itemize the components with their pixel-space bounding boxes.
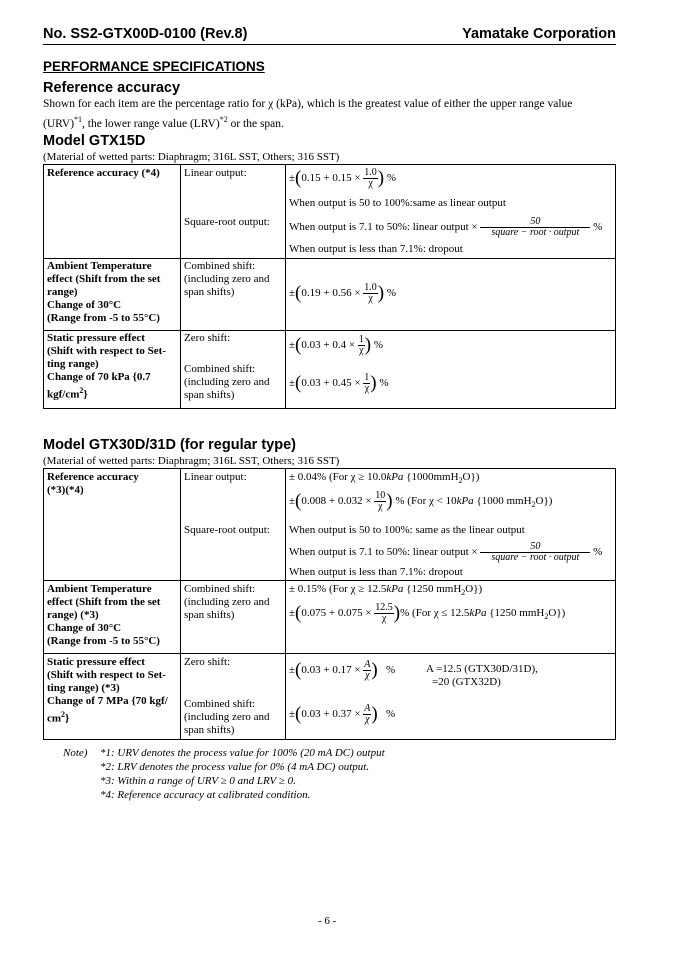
ambient-combined-label: Combined shift: (including zero and span shifts) — [184, 260, 270, 298]
gtx30d-spec-table — [43, 468, 616, 740]
ambient-spec-1: ± 0.15% (For χ ≥ 12.5kPa {1250 mmH$_2$O}) — [289, 583, 483, 598]
reference-description-line1: Shown for each item are the percentage ratio for χ (kPa), which is the greatest value of either the upper range value — [43, 98, 573, 110]
table-row — [44, 654, 616, 740]
page-number: - 6 - — [318, 915, 337, 927]
section-title: PERFORMANCE SPECIFICATIONS — [43, 59, 265, 74]
linear-spec-2: ±(0.008 + 0.032 × $\frac{10}{\chi}$ ) % (For χ < 10kPa {1000 mmH$_2$O}) — [289, 490, 553, 512]
combined-shift-label: Combined shift: (including zero and span shifts) — [184, 698, 270, 736]
zero-shift-formula: ±(0.03 + 0.17 × $\frac{A}{\chi}$ ) % — [289, 659, 396, 681]
zero-shift-formula: ±(0.03 + 0.4 × $\frac{1}{\chi}$ ) % — [289, 334, 384, 356]
notes-list — [100, 746, 385, 802]
sqrt-output-label: Square-root output: — [184, 524, 270, 536]
gtx30d-title: Model GTX30D/31D (for regular type) — [43, 437, 296, 453]
note-item: *4: Reference accuracy at calibrated condition. — [100, 789, 311, 801]
gtx30d-material: (Material of wetted parts: Diaphragm; 316L SST, Others; 316 SST) — [43, 455, 340, 467]
ref-accuracy-label: Reference accuracy (*3)(*4) — [47, 471, 139, 496]
sqrt-note-2: When output is 7.1 to 50%: linear output × $\frac{50}{\text{square − root · output}}$ % — [289, 541, 603, 563]
reference-description-line2: (URV)$^{*1}$, the lower range value (LRV)$^{*2}$ or the span. — [43, 115, 284, 130]
reference-accuracy-heading: Reference accuracy — [43, 80, 181, 96]
page-header — [43, 26, 616, 45]
sqrt-note-3: When output is less than 7.1%: dropout — [289, 566, 463, 578]
zero-shift-label: Zero shift: — [184, 656, 231, 668]
linear-formula: ±(0.15 + 0.15 × $\frac{1.0}{\chi}$ ) % — [289, 167, 397, 189]
table-row — [44, 331, 616, 409]
table-row — [44, 469, 616, 581]
linear-output-label: Linear output: — [184, 471, 247, 483]
sqrt-note-1: When output is 50 to 100%:same as linear output — [289, 197, 506, 209]
note-item: *1: URV denotes the process value for 100% (20 mA DC) output — [100, 747, 385, 759]
sqrt-note-3: When output is less than 7.1%: dropout — [289, 243, 463, 255]
gtx15d-material: (Material of wetted parts: Diaphragm; 316L SST, Others; 316 SST) — [43, 151, 340, 163]
document-number: No. SS2-GTX00D-0100 (Rev.8) — [43, 26, 248, 42]
linear-output-label: Linear output: — [184, 167, 247, 179]
ambient-label: Ambient Temperature effect (Shift from the set range) Change of 30°C (Range from -5 to 55°C) — [47, 260, 161, 324]
company-name: Yamatake Corporation — [462, 26, 616, 42]
linear-spec-1: ± 0.04% (For χ ≥ 10.0kPa {1000mmH$_2$O}) — [289, 471, 480, 486]
gtx15d-spec-table — [43, 164, 616, 409]
table-row — [44, 259, 616, 331]
a-value-note: A =12.5 (GTX30D/31D), =20 (GTX32D) — [426, 663, 538, 688]
notes-label: Note) — [63, 747, 88, 759]
sqrt-note-2: When output is 7.1 to 50%: linear output × $\frac{50}{\text{square − root · output}}$ % — [289, 216, 603, 238]
combined-shift-label: Combined shift: (including zero and span shifts) — [184, 363, 270, 401]
sqrt-output-label: Square-root output: — [184, 216, 270, 228]
note-item: *3: Within a range of URV ≥ 0 and LRV ≥ 0. — [100, 775, 296, 787]
table-row — [44, 165, 616, 259]
gtx15d-title: Model GTX15D — [43, 133, 146, 149]
static-pressure-label: Static pressure effect (Shift with respect to Set- ting range) (*3) Change of 7 MPa {70 kgf/ $cm^2$} — [47, 656, 168, 725]
ambient-label: Ambient Temperature effect (Shift from the set range) (*3) Change of 30°C (Range from -5 to 55°C) — [47, 583, 161, 647]
note-item: *2: LRV denotes the process value for 0% (4 mA DC) output. — [100, 761, 370, 773]
zero-shift-label: Zero shift: — [184, 332, 231, 344]
static-pressure-label: Static pressure effect (Shift with respect to Set- ting range) Change of 70 kPa {0.7 kgf/$cm^2$} — [47, 332, 166, 401]
ambient-spec-2: ±(0.075 + 0.075 × $\frac{12.5}{\chi}$ )% (For χ ≤ 12.5kPa {1250 mmH$_2$O}) — [289, 602, 566, 624]
ambient-formula: ±(0.19 + 0.56 × $\frac{1.0}{\chi}$ ) % — [289, 282, 397, 304]
ref-accuracy-label: Reference accuracy (*4) — [47, 167, 160, 179]
sqrt-note-1: When output is 50 to 100%: same as the linear output — [289, 524, 525, 536]
table-row — [44, 581, 616, 654]
combined-shift-formula: ±(0.03 + 0.45 × $\frac{1}{\chi}$ ) % — [289, 372, 389, 394]
combined-shift-formula: ±(0.03 + 0.37 × $\frac{A}{\chi}$ ) % — [289, 703, 396, 725]
ambient-combined-label: Combined shift: (including zero and span shifts) — [184, 583, 270, 621]
